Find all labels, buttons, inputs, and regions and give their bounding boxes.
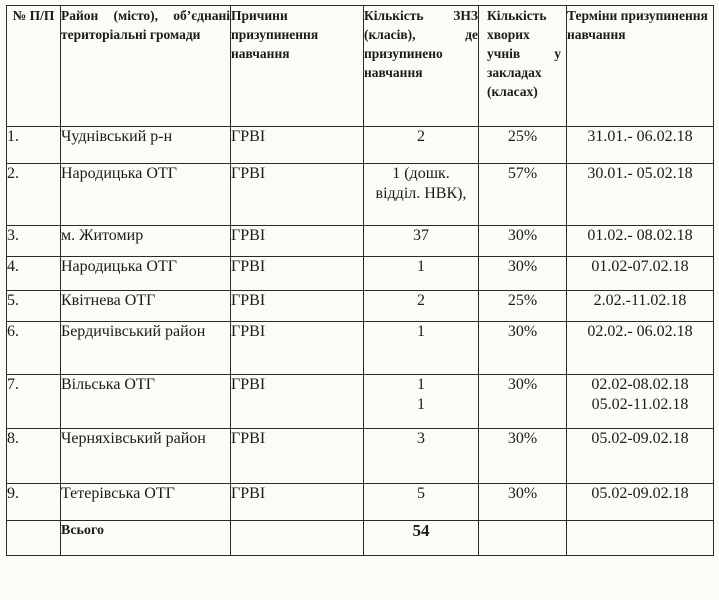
sick-percent: 30% [479,484,567,521]
suspension-term-line: 05.02-09.02.18 [591,485,689,502]
total-label: Всього [61,521,231,556]
row-number: 9. [7,484,61,521]
school-count [364,484,479,521]
suspension-term [567,322,714,375]
suspension-term-line: 30.01.- 05.02.18 [587,165,693,182]
row-number: 2. [7,164,61,226]
school-count [364,322,479,375]
total-empty-cell [567,521,714,556]
school-count-line: 1 [417,376,425,393]
school-count [364,429,479,484]
district-name: Чуднівський р-н [61,127,231,164]
total-school-count: 54 [364,521,479,556]
district-name: Народицька ОТГ [61,164,231,226]
table-row [7,375,714,429]
school-count-line: відділ. НВК), [375,185,467,202]
school-count-line: 1 (дошк. [392,165,450,182]
table-body [7,127,714,556]
suspension-cause: ГРВІ [231,127,364,164]
suspension-term-line: 05.02-11.02.18 [591,396,689,413]
total-empty-cell [231,521,364,556]
district-name: Квітнева ОТГ [61,291,231,322]
school-count [364,164,479,226]
header-cause: Причини призупинення навчання [231,6,364,127]
row-number: 7. [7,375,61,429]
sick-percent: 30% [479,322,567,375]
suspension-term-line: 02.02-08.02.18 [591,376,689,393]
table-row [7,291,714,322]
school-count-line: 3 [417,430,425,447]
suspension-cause: ГРВІ [231,429,364,484]
header-number: № П/П [7,6,61,127]
district-name: Черняхівський район [61,429,231,484]
total-empty-cell [479,521,567,556]
table-row [7,322,714,375]
suspension-cause: ГРВІ [231,164,364,226]
table-row [7,484,714,521]
header-terms: Терміни призупинення навчання [567,6,714,127]
row-number: 1. [7,127,61,164]
school-count [364,226,479,257]
suspension-term-line: 01.02-07.02.18 [591,258,689,275]
suspension-cause: ГРВІ [231,291,364,322]
header-row [7,6,714,127]
school-count-line: 1 [417,258,425,275]
school-count-line: 37 [413,227,429,244]
school-count-line: 2 [417,128,425,145]
row-number: 8. [7,429,61,484]
row-number: 6. [7,322,61,375]
sick-percent: 25% [479,127,567,164]
suspension-term-line: 02.02.- 06.02.18 [587,323,693,340]
sick-percent: 30% [479,257,567,291]
header-school-count: Кількість ЗНЗ (класів), де призупинено навчання [364,6,479,127]
row-number: 3. [7,226,61,257]
suspension-term [567,429,714,484]
suspension-cause: ГРВІ [231,322,364,375]
row-number: 4. [7,257,61,291]
suspension-term-line: 31.01.- 06.02.18 [587,128,693,145]
school-count-line: 2 [417,292,425,309]
district-name: Бердичівський район [61,322,231,375]
school-closures-table [6,5,714,556]
table-row [7,127,714,164]
suspension-cause: ГРВІ [231,375,364,429]
school-count-line: 5 [417,485,425,502]
suspension-term [567,164,714,226]
district-name: Народицька ОТГ [61,257,231,291]
suspension-term [567,291,714,322]
sick-percent: 25% [479,291,567,322]
sick-percent: 30% [479,429,567,484]
sick-percent: 30% [479,226,567,257]
header-sick-percent: Кількість хворих учнів у закладах (класах) [479,6,567,127]
suspension-term-line: 01.02.- 08.02.18 [587,227,693,244]
table-row [7,429,714,484]
school-count [364,291,479,322]
suspension-term [567,257,714,291]
district-name: Тетерівська ОТГ [61,484,231,521]
sick-percent: 30% [479,375,567,429]
district-name: м. Житомир [61,226,231,257]
school-count-line: 1 [417,323,425,340]
suspension-cause: ГРВІ [231,226,364,257]
suspension-cause: ГРВІ [231,257,364,291]
total-empty-cell [7,521,61,556]
school-count [364,127,479,164]
table-header [7,6,714,127]
school-count-line: 1 [417,396,425,413]
table-row [7,257,714,291]
suspension-term [567,127,714,164]
suspension-term-line: 05.02-09.02.18 [591,430,689,447]
total-row [7,521,714,556]
table-row [7,226,714,257]
sick-percent: 57% [479,164,567,226]
school-count [364,257,479,291]
suspension-cause: ГРВІ [231,484,364,521]
header-district: Район (місто), об’єднані територіальні громади [61,6,231,127]
suspension-term-line: 2.02.-11.02.18 [593,292,687,309]
suspension-term [567,484,714,521]
district-name: Вільська ОТГ [61,375,231,429]
suspension-term [567,375,714,429]
school-count [364,375,479,429]
suspension-term [567,226,714,257]
row-number: 5. [7,291,61,322]
table-row [7,164,714,226]
